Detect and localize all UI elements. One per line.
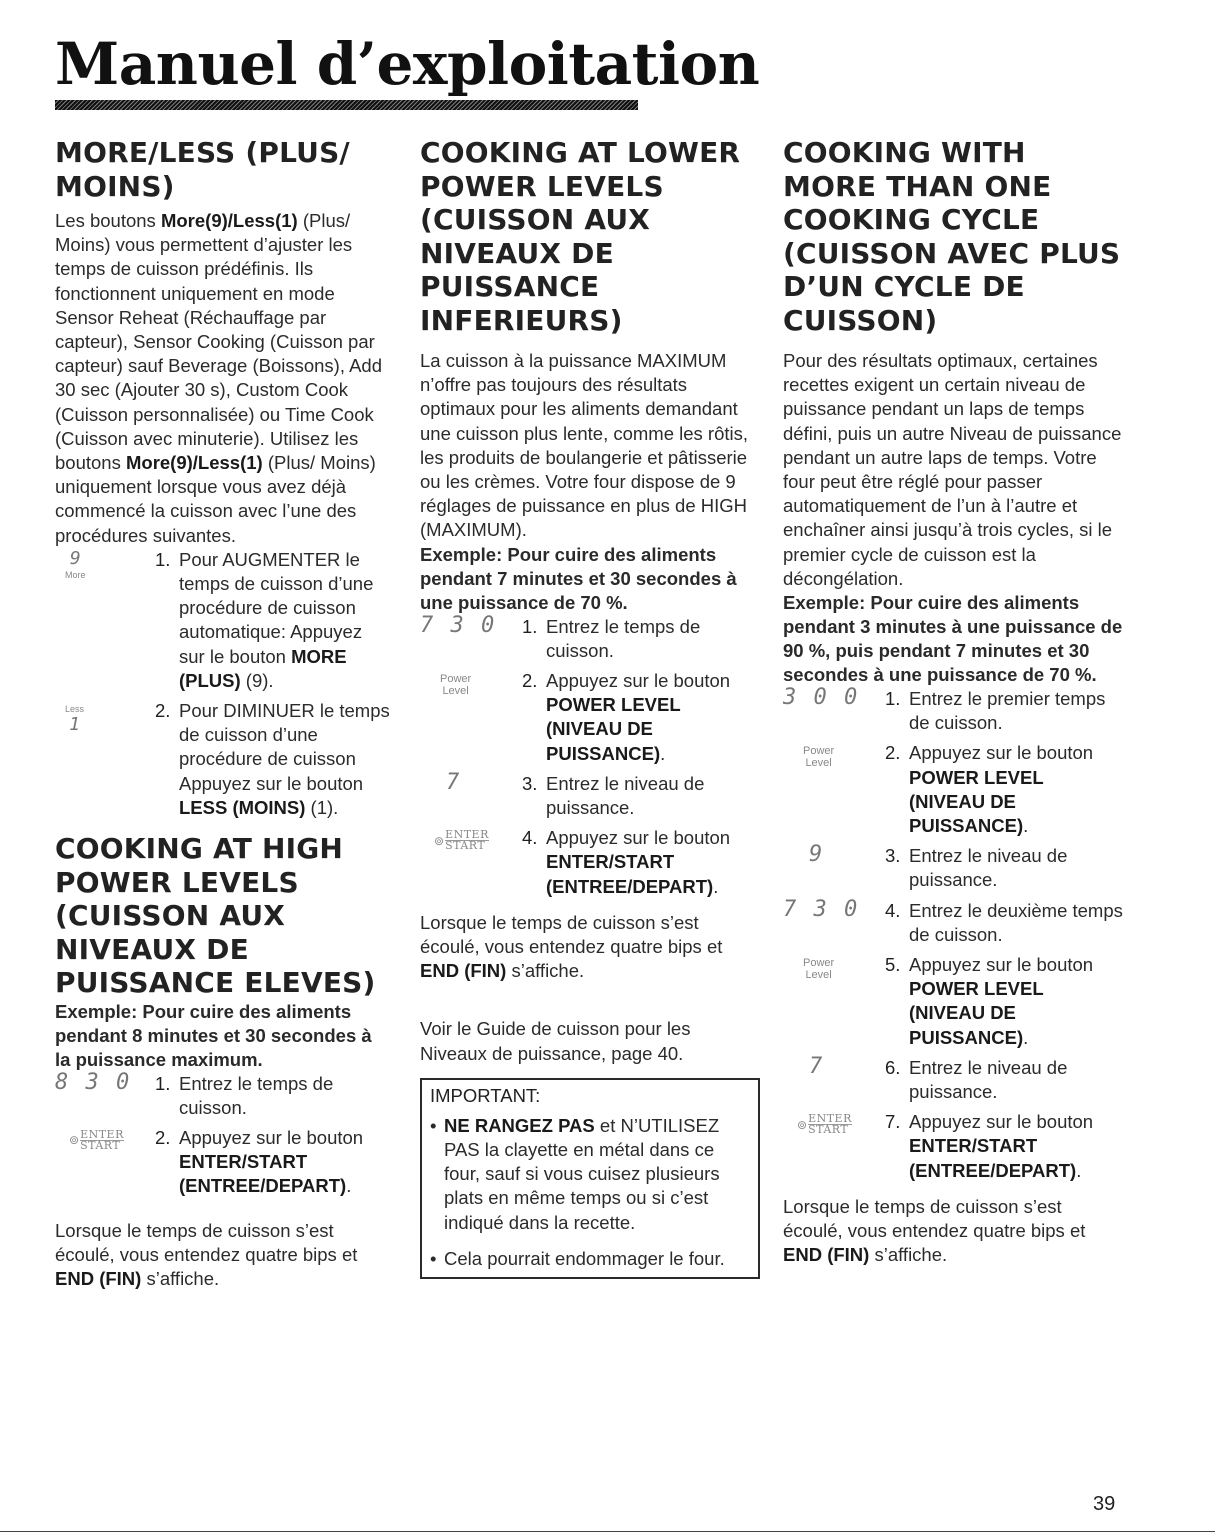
column-3	[783, 136, 1123, 1268]
heading-high-power: COOKING AT HIGH POWER LEVELS (CUISSON AUX NIVEAUX DE PUISSANCE ELEVES)	[55, 832, 376, 1000]
page-title: Manuel d’exploitation	[55, 30, 760, 98]
instruction-step	[55, 1069, 390, 1120]
instruction-step	[783, 741, 1123, 838]
keypad-digits: 7	[809, 1053, 825, 1079]
step-number: 2.	[885, 742, 901, 764]
step-text: Pour AUGMENTER le temps de cuisson d’une procédure de cuisson automatique: Appuyez sur le bouton MORE (PLUS) (9).	[179, 548, 374, 691]
page-number: 39	[1093, 1493, 1116, 1515]
enter-start-key-icon: ⊚ ENTER START	[434, 828, 489, 853]
step-number: 4.	[885, 899, 901, 921]
instruction-step	[783, 896, 1123, 947]
power-level-key-icon: Power Level	[803, 957, 835, 982]
step-keys	[55, 548, 155, 580]
end-paragraph-lower: Lorsque le temps de cuisson s’est écoulé, vous entendez quatre bips et END (FIN) s’affiche.	[420, 911, 723, 982]
instruction-step	[783, 844, 1123, 892]
step-text: Appuyez sur le bouton POWER LEVEL (NIVEAU DE PUISSANCE).	[909, 742, 1094, 837]
more-less-paragraph: Les boutons More(9)/Less(1) (Plus/ Moins) vous permettent d’ajuster les temps de cuisson prédéfinis. Ils fonctionnent uniquement en mode Sensor Reheat (Réchauffage par capteur), Sensor Cooking (Cuisson par capteur) sauf Beverage (Boissons), Add 30 sec (Ajouter 30 s), Custom Cook (Cuisson personnalisée) ou Time Cook (Cuisson avec minuterie). Utilisez les boutons More(9)/Less(1) (Plus/ Moins) uniquement lorsque vous avez déjà commencé la cuisson avec l’une des procédures suivantes.	[55, 210, 383, 546]
important-item-2: • Cela pourrait endommager le four.	[430, 1247, 725, 1269]
keypad-digits: 9	[809, 842, 825, 868]
step-keys	[420, 612, 522, 638]
keypad-digits: 7 3 0	[420, 612, 497, 638]
heading-lower-power: COOKING AT LOWER POWER LEVELS (CUISSON AUX NIVEAUX DE PUISSANCE INFERIEURS)	[420, 136, 741, 337]
step-number: 5.	[885, 954, 901, 976]
instruction-step	[420, 669, 760, 766]
step-text: Entrez le deuxième temps de cuisson.	[909, 899, 1123, 945]
step-number: 1.	[522, 615, 538, 637]
step-number: 2.	[155, 700, 171, 722]
example-multi-cycle: Exemple: Pour cuire des aliments pendant 3 minutes à une puissance de 90 %, puis pendant 7 minutes et 30 secondes à une puissance de 70 %.	[783, 592, 1123, 686]
step-keys	[55, 699, 155, 736]
step-text: Appuyez sur le bouton ENTER/START (ENTREE/DEPART).	[909, 1111, 1094, 1181]
lower-power-steps	[420, 612, 760, 899]
step-number: 7.	[885, 1111, 901, 1133]
important-item-1: • NE RANGEZ PAS et N’UTILISEZ PAS la clayette en métal dans ce four, sauf si vous cuisez plusieurs plats en même temps ou si c’est indiqué dans la recette.	[430, 1114, 720, 1233]
heading-more-less: MORE/LESS (PLUS/ MOINS)	[55, 136, 350, 203]
step-keys	[55, 1126, 155, 1151]
instruction-step	[783, 687, 1123, 735]
multi-cycle-steps	[783, 687, 1123, 1183]
step-text: Appuyez sur le bouton POWER LEVEL (NIVEAU DE PUISSANCE).	[546, 670, 731, 764]
instruction-step	[783, 953, 1123, 1050]
step-text: Entrez le temps de cuisson.	[546, 615, 701, 661]
end-paragraph-high: Lorsque le temps de cuisson s’est écoulé, vous entendez quatre bips et END (FIN) s’affiche.	[55, 1219, 358, 1289]
step-keys	[420, 769, 522, 795]
enter-start-key-icon: ⊚ ENTER START	[797, 1112, 852, 1137]
instruction-step	[55, 1126, 390, 1199]
step-text: Pour DIMINUER le temps de cuisson d’une procédure de cuisson Appuyez sur le bouton LESS (MOINS) (1).	[179, 700, 390, 818]
instruction-step	[55, 548, 390, 693]
step-text: Appuyez sur le bouton ENTER/START (ENTREE/DEPART).	[546, 827, 731, 897]
high-power-steps	[55, 1069, 390, 1199]
step-keys	[420, 669, 522, 697]
step-number: 1.	[885, 688, 901, 710]
step-text: Entrez le niveau de puissance.	[909, 1056, 1068, 1103]
more-less-steps	[55, 548, 390, 820]
instruction-step	[783, 1110, 1123, 1183]
example-lower-power: Exemple: Pour cuire des aliments pendant 7 minutes et 30 secondes à une puissance de 70 %.	[420, 543, 737, 613]
column-2	[420, 136, 760, 1279]
step-text: Entrez le niveau de puissance.	[546, 772, 705, 819]
instruction-step	[420, 826, 760, 899]
important-title: IMPORTANT:	[430, 1084, 541, 1106]
step-text: Entrez le niveau de puissance.	[909, 845, 1068, 891]
column-1	[55, 136, 390, 1291]
step-text: Entrez le temps de cuisson.	[179, 1072, 334, 1118]
guide-reference: Voir le Guide de cuisson pour les Niveaux de puissance, page 40.	[420, 1018, 691, 1064]
power-level-key-icon: Power Level	[440, 673, 472, 698]
step-keys	[420, 826, 522, 851]
step-keys	[783, 741, 885, 769]
multi-cycle-paragraph: Pour des résultats optimaux, certaines recettes exigent un certain niveau de puissance pendant un laps de temps défini, puis un autre Niveau de puissance pendant un autre laps de temps. Votre four peut être réglé pour passer automatiquement de l’un à l’autre et enchaîner ainsi jusqu’à trois cycles, si le premier cycle de cuisson est la décongélation.	[783, 350, 1122, 589]
power-level-key-icon: Power Level	[803, 745, 835, 770]
important-box	[420, 1078, 760, 1279]
footer-rule	[0, 1531, 1215, 1532]
keypad-digits: 7 3 0	[783, 896, 860, 922]
step-text: Appuyez sur le bouton ENTER/START (ENTREE/DEPART).	[179, 1126, 364, 1197]
keypad-digits: 7	[446, 769, 462, 795]
heading-multi-cycle: COOKING WITH MORE THAN ONE COOKING CYCLE (CUISSON AVEC PLUS D’UN CYCLE DE CUISSON)	[783, 136, 1121, 337]
step-number: 6.	[885, 1056, 901, 1078]
more-key-icon: 9 More	[65, 547, 86, 580]
example-high-power: Exemple: Pour cuire des aliments pendant 8 minutes et 30 secondes à la puissance maximum.	[55, 1000, 372, 1070]
title-underline	[55, 100, 638, 110]
instruction-step	[55, 699, 390, 820]
step-keys	[783, 1110, 885, 1135]
instruction-step	[783, 1053, 1123, 1104]
step-number: 3.	[522, 772, 538, 794]
step-keys	[783, 687, 885, 709]
step-keys	[783, 844, 885, 866]
keypad-digits: 3 0 0	[783, 685, 860, 711]
step-number: 4.	[522, 827, 538, 849]
lower-power-paragraph: La cuisson à la puissance MAXIMUM n’offre pas toujours des résultats optimaux pour les aliments demandant une cuisson plus lente, comme les rôtis, les produits de boulangerie et pâtisserie ou les crèmes. Votre four dispose de 9 réglages de puissance en plus de HIGH (MAXIMUM).	[420, 350, 749, 541]
step-keys	[783, 896, 885, 922]
step-number: 2.	[522, 670, 538, 692]
enter-start-key-icon: ⊚ ENTER START	[69, 1127, 124, 1152]
step-number: 1.	[155, 1072, 171, 1094]
step-text: Appuyez sur le bouton POWER LEVEL (NIVEAU DE PUISSANCE).	[909, 954, 1094, 1048]
step-number: 2.	[155, 1126, 171, 1148]
step-keys	[783, 953, 885, 981]
less-key-icon: Less 1	[65, 704, 85, 736]
step-text: Entrez le premier temps de cuisson.	[909, 688, 1106, 734]
instruction-step	[420, 612, 760, 663]
step-number: 1.	[155, 548, 171, 570]
keypad-digits: 8 3 0	[55, 1069, 132, 1095]
step-number: 3.	[885, 845, 901, 867]
step-keys	[55, 1069, 155, 1095]
end-paragraph-multi: Lorsque le temps de cuisson s’est écoulé, vous entendez quatre bips et END (FIN) s’affiche.	[783, 1195, 1086, 1266]
step-keys	[783, 1053, 885, 1079]
instruction-step	[420, 769, 760, 820]
